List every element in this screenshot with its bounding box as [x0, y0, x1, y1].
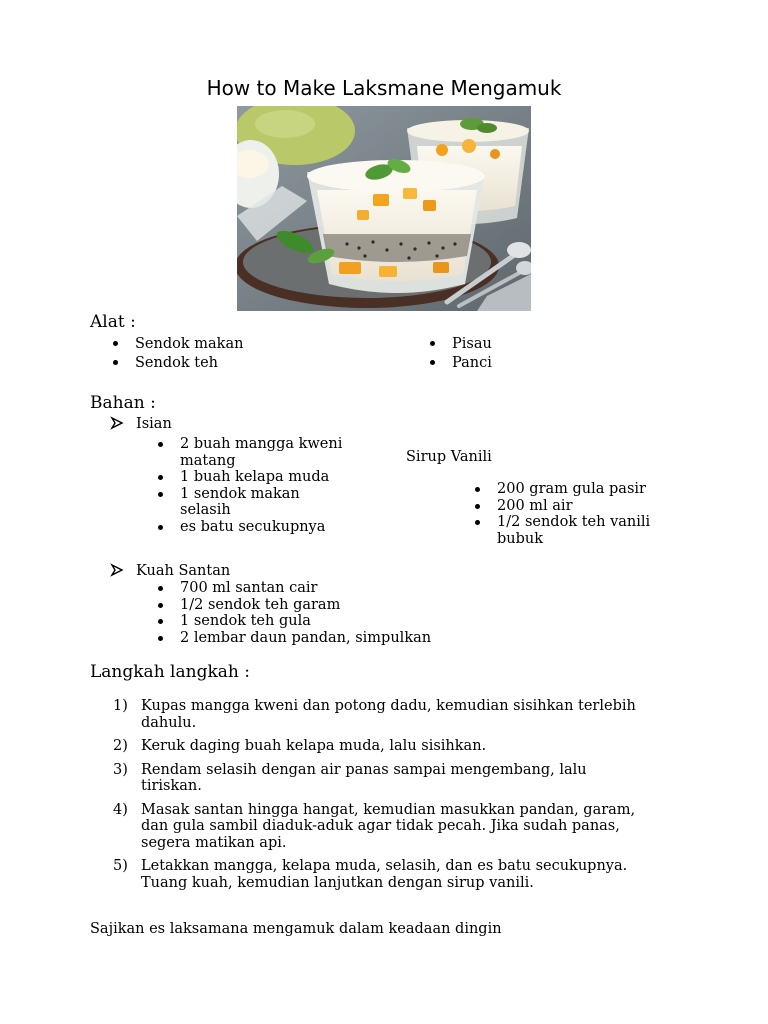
arrow-bullet-icon: [110, 416, 124, 435]
arrow-bullet-icon: [110, 563, 124, 582]
sirup-vanili-list: [472, 481, 682, 547]
list-item: [113, 762, 648, 795]
list-item: 1 buah kelapa muda: [155, 469, 345, 486]
list-item: 1/2 sendok teh vanili bubuk: [472, 514, 682, 547]
list-item: Pisau: [427, 335, 627, 354]
list-item: 2 lembar daun pandan, simpulkan: [155, 630, 495, 647]
isian-label: Isian: [136, 416, 172, 432]
list-item: Sendok teh: [110, 354, 340, 373]
alat-list-left: [110, 335, 340, 373]
list-item: 1/2 sendok teh garam: [155, 597, 495, 614]
step-number: 4): [113, 801, 128, 818]
step-text: Keruk daging buah kelapa muda, lalu sisihkan.: [141, 738, 487, 754]
list-item: 1 sendok makan selasih: [155, 486, 345, 519]
list-item: [113, 802, 648, 852]
step-text: Masak santan hingga hangat, kemudian masukkan pandan, garam, dan gula sambil diaduk-aduk agar tidak pecah. Jika sudah panas, segera matikan api.: [141, 801, 636, 851]
sirup-vanili-label: Sirup Vanili: [406, 449, 492, 465]
isian-list: [155, 436, 345, 535]
closing-text: Sajikan es laksamana mengamuk dalam keadaan dingin: [90, 921, 502, 937]
list-item: [113, 738, 648, 755]
es-laksamana-mengamuk-photo-icon: [237, 106, 531, 311]
isian-subheading: [110, 416, 370, 433]
dessert-photo: [237, 106, 531, 311]
langkah-heading: Langkah langkah :: [90, 662, 250, 682]
step-number: 5): [113, 858, 128, 874]
list-item: Sendok makan: [110, 335, 340, 354]
list-item: 200 gram gula pasir: [472, 481, 682, 498]
kuah-santan-list: [155, 580, 495, 646]
langkah-steps: [113, 698, 648, 898]
list-item: 700 ml santan cair: [155, 580, 495, 597]
alat-heading: Alat :: [90, 312, 136, 332]
list-item: 2 buah mangga kweni matang: [155, 436, 345, 469]
step-number: 3): [113, 761, 128, 778]
list-item: es batu secukupnya: [155, 519, 345, 536]
bahan-heading: Bahan :: [90, 393, 156, 413]
list-item: 200 ml air: [472, 498, 682, 515]
alat-list-right: [427, 335, 627, 373]
list-item: Panci: [427, 354, 627, 373]
step-number: 2): [113, 738, 128, 754]
list-item: [113, 698, 648, 731]
step-number: 1): [113, 698, 128, 714]
page-title: How to Make Laksmane Mengamuk: [206, 76, 562, 100]
step-text: Kupas mangga kweni dan potong dadu, kemudian sisihkan terlebih dahulu.: [141, 698, 636, 731]
step-text: Letakkan mangga, kelapa muda, selasih, dan es batu secukupnya. Tuang kuah, kemudian lanjutkan dengan sirup vanili.: [141, 858, 628, 891]
step-text: Rendam selasih dengan air panas sampai mengembang, lalu tiriskan.: [141, 761, 587, 794]
kuah-santan-label: Kuah Santan: [136, 563, 231, 579]
kuah-santan-subheading: [110, 563, 370, 580]
list-item: 1 sendok teh gula: [155, 613, 495, 630]
list-item: [113, 858, 648, 891]
